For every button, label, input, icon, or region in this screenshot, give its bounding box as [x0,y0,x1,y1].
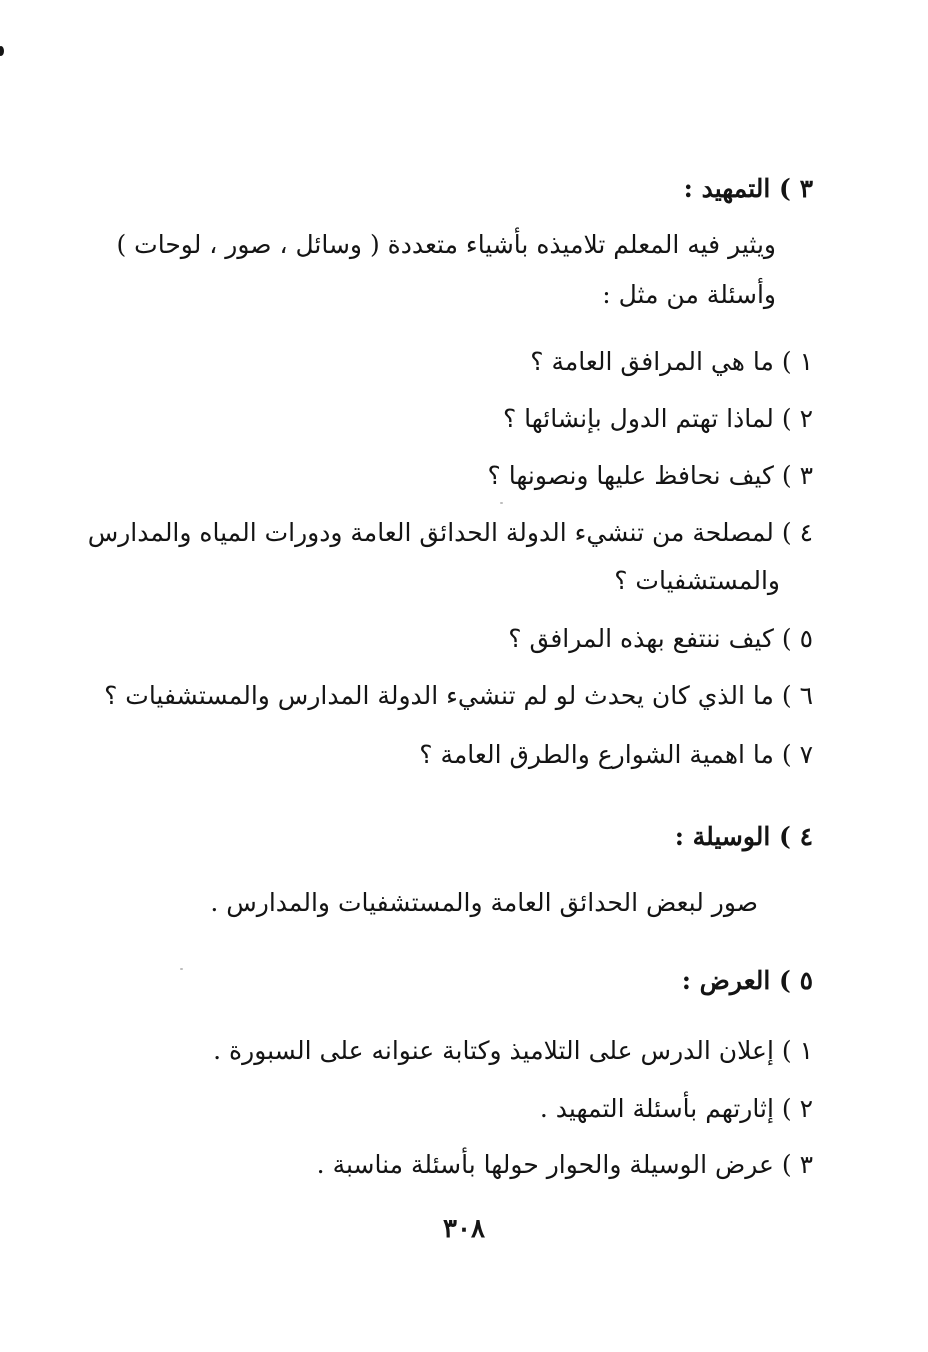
edge-ink-mark [0,46,4,56]
section-heading-presentation: ٥ ) العرض : [681,966,813,995]
aids-text: صور لبعض الحدائق العامة والمستشفيات والمدارس . [210,888,758,917]
ink-speck [180,968,183,970]
page-number: ٣٠٨ [443,1214,485,1244]
question-item: ٣ ) كيف نحافظ عليها ونصونها ؟ [487,461,813,490]
question-item: ٧ ) ما اهمية الشوارع والطرق العامة ؟ [419,740,813,769]
intro-text-line: ويثير فيه المعلم تلاميذه بأشياء متعددة ( وسائل ، صور ، لوحات ) [116,230,776,259]
presentation-step: ٢ ) إثارتهم بأسئلة التمهيد . [539,1094,813,1123]
intro-text-line: وأسئلة من مثل : [602,280,776,309]
section-heading-aids: ٤ ) الوسيلة : [674,822,813,851]
question-item: ٥ ) كيف ننتفع بهذه المرافق ؟ [508,624,813,653]
question-item-continuation: والمستشفيات ؟ [614,566,780,595]
presentation-step: ٣ ) عرض الوسيلة والحوار حولها بأسئلة مناسبة . [316,1150,813,1179]
question-item: ٦ ) ما الذي كان يحدث لو لم تنشيء الدولة المدارس والمستشفيات ؟ [104,681,813,710]
question-item: ٢ ) لماذا تهتم الدول بإنشائها ؟ [502,404,813,433]
question-item: ٤ ) لمصلحة من تنشيء الدولة الحدائق العامة ودورات المياه والمدارس [87,518,813,547]
question-item: ١ ) ما هي المرافق العامة ؟ [530,347,813,376]
presentation-step: ١ ) إعلان الدرس على التلاميذ وكتابة عنوانه على السبورة . [213,1036,813,1065]
section-heading-introduction: ٣ ) التمهيد : [683,174,813,203]
ink-speck [500,502,503,504]
